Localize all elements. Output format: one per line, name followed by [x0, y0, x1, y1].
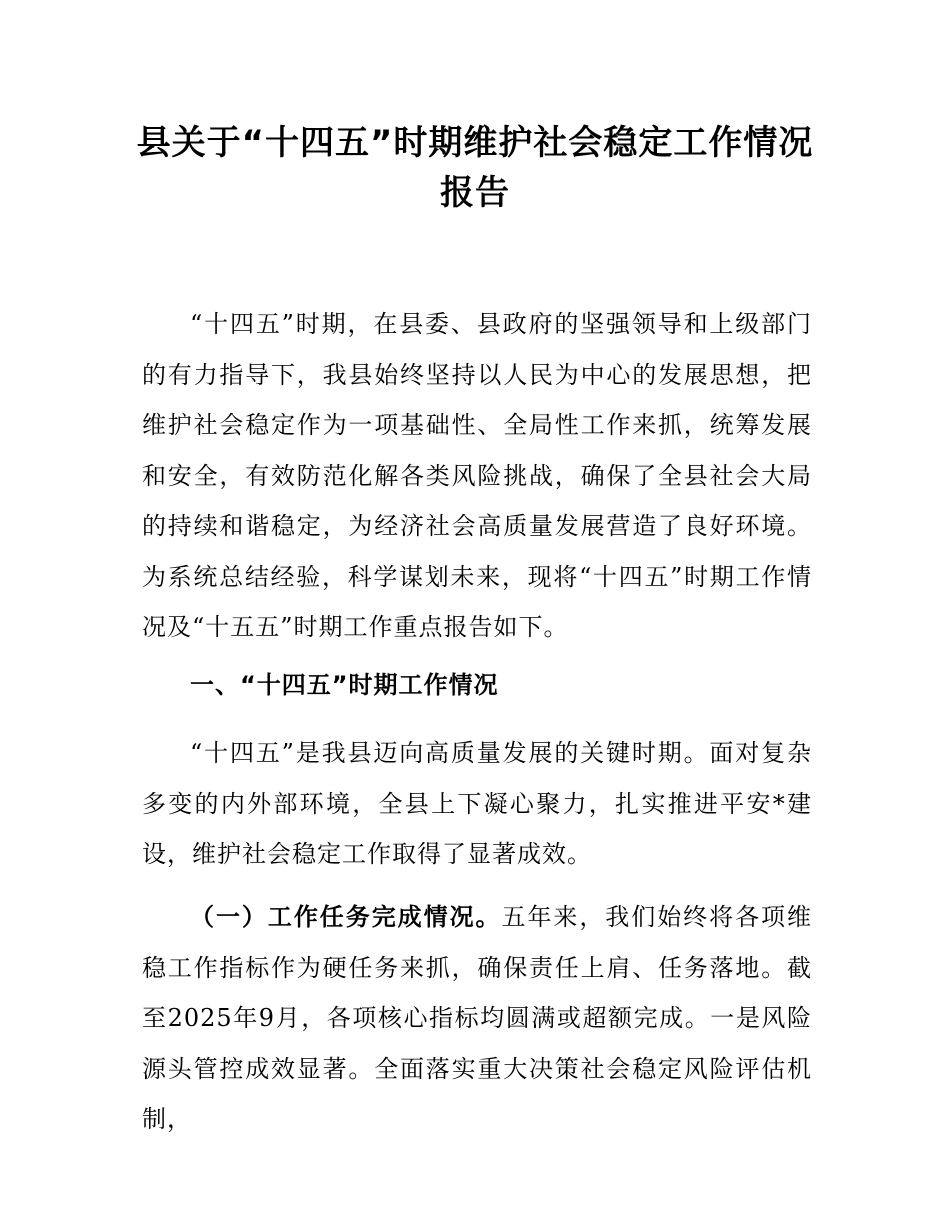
- subsection-1-text: 五年来，我们始终将各项维稳工作指标作为硬任务来抓，确保责任上肩、任务落地。截至2025年9月，各项核心指标均圆满或超额完成。一是风险源头管控成效显著。全面落实重大决策社会稳定风险评估机制，: [142, 903, 813, 1133]
- intro-paragraph: “十四五”时期，在县委、县政府的坚强领导和上级部门的有力指导下，我县始终坚持以人民为中心的发展思想，把维护社会稳定作为一项基础性、全局性工作来抓，统筹发展和安全，有效防范化解各类风险挑战，确保了全县社会大局的持续和谐稳定，为经济社会高质量发展营造了良好环境。为系统总结经验，科学谋划未来，现将“十四五”时期工作情况及“十五五”时期工作重点报告如下。: [142, 310, 812, 641]
- subsection-1-paragraph: [142, 892, 812, 1145]
- section-1-paragraph: “十四五”是我县迈向高质量发展的关键时期。面对复杂多变的内外部环境，全县上下凝心聚力，扎实推进平安*建设，维护社会稳定工作取得了显著成效。: [142, 739, 812, 868]
- section-heading-1: 一、“十四五”时期工作情况: [190, 671, 499, 699]
- document-title: 县关于“十四五”时期维护社会稳定工作情况报告: [136, 123, 814, 213]
- subsection-1-lead: （一）工作任务完成情况。: [190, 903, 502, 931]
